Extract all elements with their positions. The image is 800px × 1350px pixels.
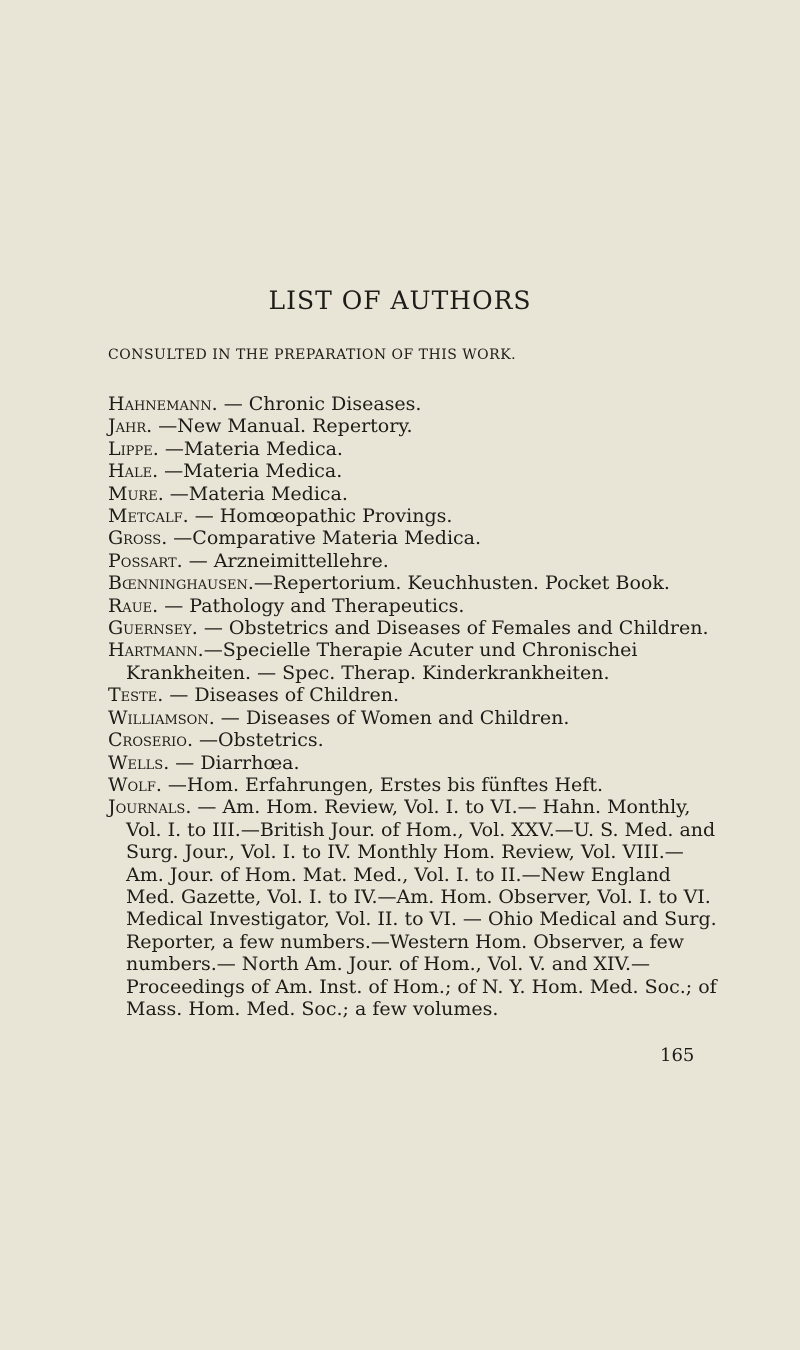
author-name: Guernsey. [108, 617, 198, 640]
author-entry-jahr [108, 415, 720, 437]
author-name: Wells. [108, 751, 170, 774]
author-works: — Diseases of Women and Children. [214, 706, 570, 729]
author-entry-wells [108, 752, 720, 774]
author-name: Hartmann. [108, 639, 204, 662]
author-name: Possart. [108, 549, 183, 572]
author-works: —Comparative Materia Medica. [167, 527, 482, 550]
author-works: —Materia Medica. [163, 482, 348, 505]
author-works: — Am. Hom. Review, Vol. I. to VI.— Hahn. Monthly, Vol. I. to III.—British Jour. of Hom., Vol. XXV.—U. S. Med. and Surg. Jour., Vol. I. to IV. Monthly Hom. Review, Vol. VIII.—Am. Jour. of Hom. Mat. Med., Vol. I. to II.—New England Med. Gazette, Vol. I. to IV.—Am. Hom. Observer, Vol. I. to VI. Medical Investigator, Vol. II. to VI. — Ohio Medical and Surg. Reporter, a few numbers.—Western Hom. Observer, a few numbers.— North Am. Jour. of Hom., Vol. V. and XIV.—Proceedings of Am. Inst. of Hom.; of N. Y. Hom. Med. Soc.; of Mass. Hom. Med. Soc.; a few volumes. [126, 796, 717, 1020]
author-name: Hale. [108, 460, 159, 483]
author-entry-mure [108, 483, 720, 505]
author-name: Lippe. [108, 437, 159, 460]
author-works: — Diarrhœa. [169, 751, 300, 774]
author-works: — Obstetrics and Diseases of Females and Children. [197, 617, 709, 640]
author-entry-hahnemann [108, 393, 720, 415]
author-works: — Diseases of Children. [163, 684, 399, 707]
author-works: —Repertorium. Keuchhusten. Pocket Book. [253, 572, 670, 595]
author-entry-metcalf [108, 505, 720, 527]
author-entry-teste [108, 684, 720, 706]
author-entry-hale [108, 460, 720, 482]
author-name: Raue. [108, 594, 159, 617]
author-entry-hartmann [108, 639, 720, 684]
author-name: Wolf. [108, 773, 162, 796]
author-works: — Chronic Diseases. [217, 393, 422, 415]
author-name: Jahr. [108, 415, 153, 438]
author-name: Teste. [108, 684, 164, 707]
author-entry-journals [108, 796, 720, 1020]
author-works: — Homœopathic Provings. [188, 505, 453, 528]
author-works: —Materia Medica. [158, 460, 343, 483]
author-entry-boenninghausen [108, 572, 720, 594]
author-name: Journals. [108, 796, 192, 819]
author-works: — Pathology and Therapeutics. [158, 594, 465, 617]
author-works: —Obstetrics. [193, 729, 324, 752]
author-list [108, 393, 720, 1020]
author-entry-possart [108, 550, 720, 572]
author-name: Mure. [108, 482, 164, 505]
author-works: — Arzneimittellehre. [182, 549, 389, 572]
author-entry-williamson [108, 707, 720, 729]
author-name: Hahnemann. [108, 393, 218, 415]
author-works: —Hom. Erfahrungen, Erstes bis fünftes Heft. [161, 773, 603, 796]
author-name: Croserio. [108, 729, 193, 752]
author-entry-gross [108, 527, 720, 549]
author-name: Williamson. [108, 706, 215, 729]
author-name: Bœnninghausen. [108, 572, 254, 595]
page-title: LIST OF AUTHORS [268, 286, 532, 315]
page-subtitle: CONSULTED IN THE PREPARATION OF THIS WORK. [108, 347, 517, 363]
author-entry-guernsey [108, 617, 720, 639]
author-entry-raue [108, 595, 720, 617]
author-name: Metcalf. [108, 505, 189, 528]
page-number: 165 [660, 1045, 695, 1066]
author-entry-lippe [108, 438, 720, 460]
author-works: —Materia Medica. [158, 437, 343, 460]
author-works: —New Manual. Repertory. [152, 415, 413, 438]
author-name: Gross. [108, 527, 168, 550]
author-entry-wolf [108, 774, 720, 796]
author-works: —Specielle Therapie Acuter und Chronischei Krankheiten. — Spec. Therap. Kinderkrankheiten. [126, 639, 638, 684]
author-entry-croserio [108, 729, 720, 751]
